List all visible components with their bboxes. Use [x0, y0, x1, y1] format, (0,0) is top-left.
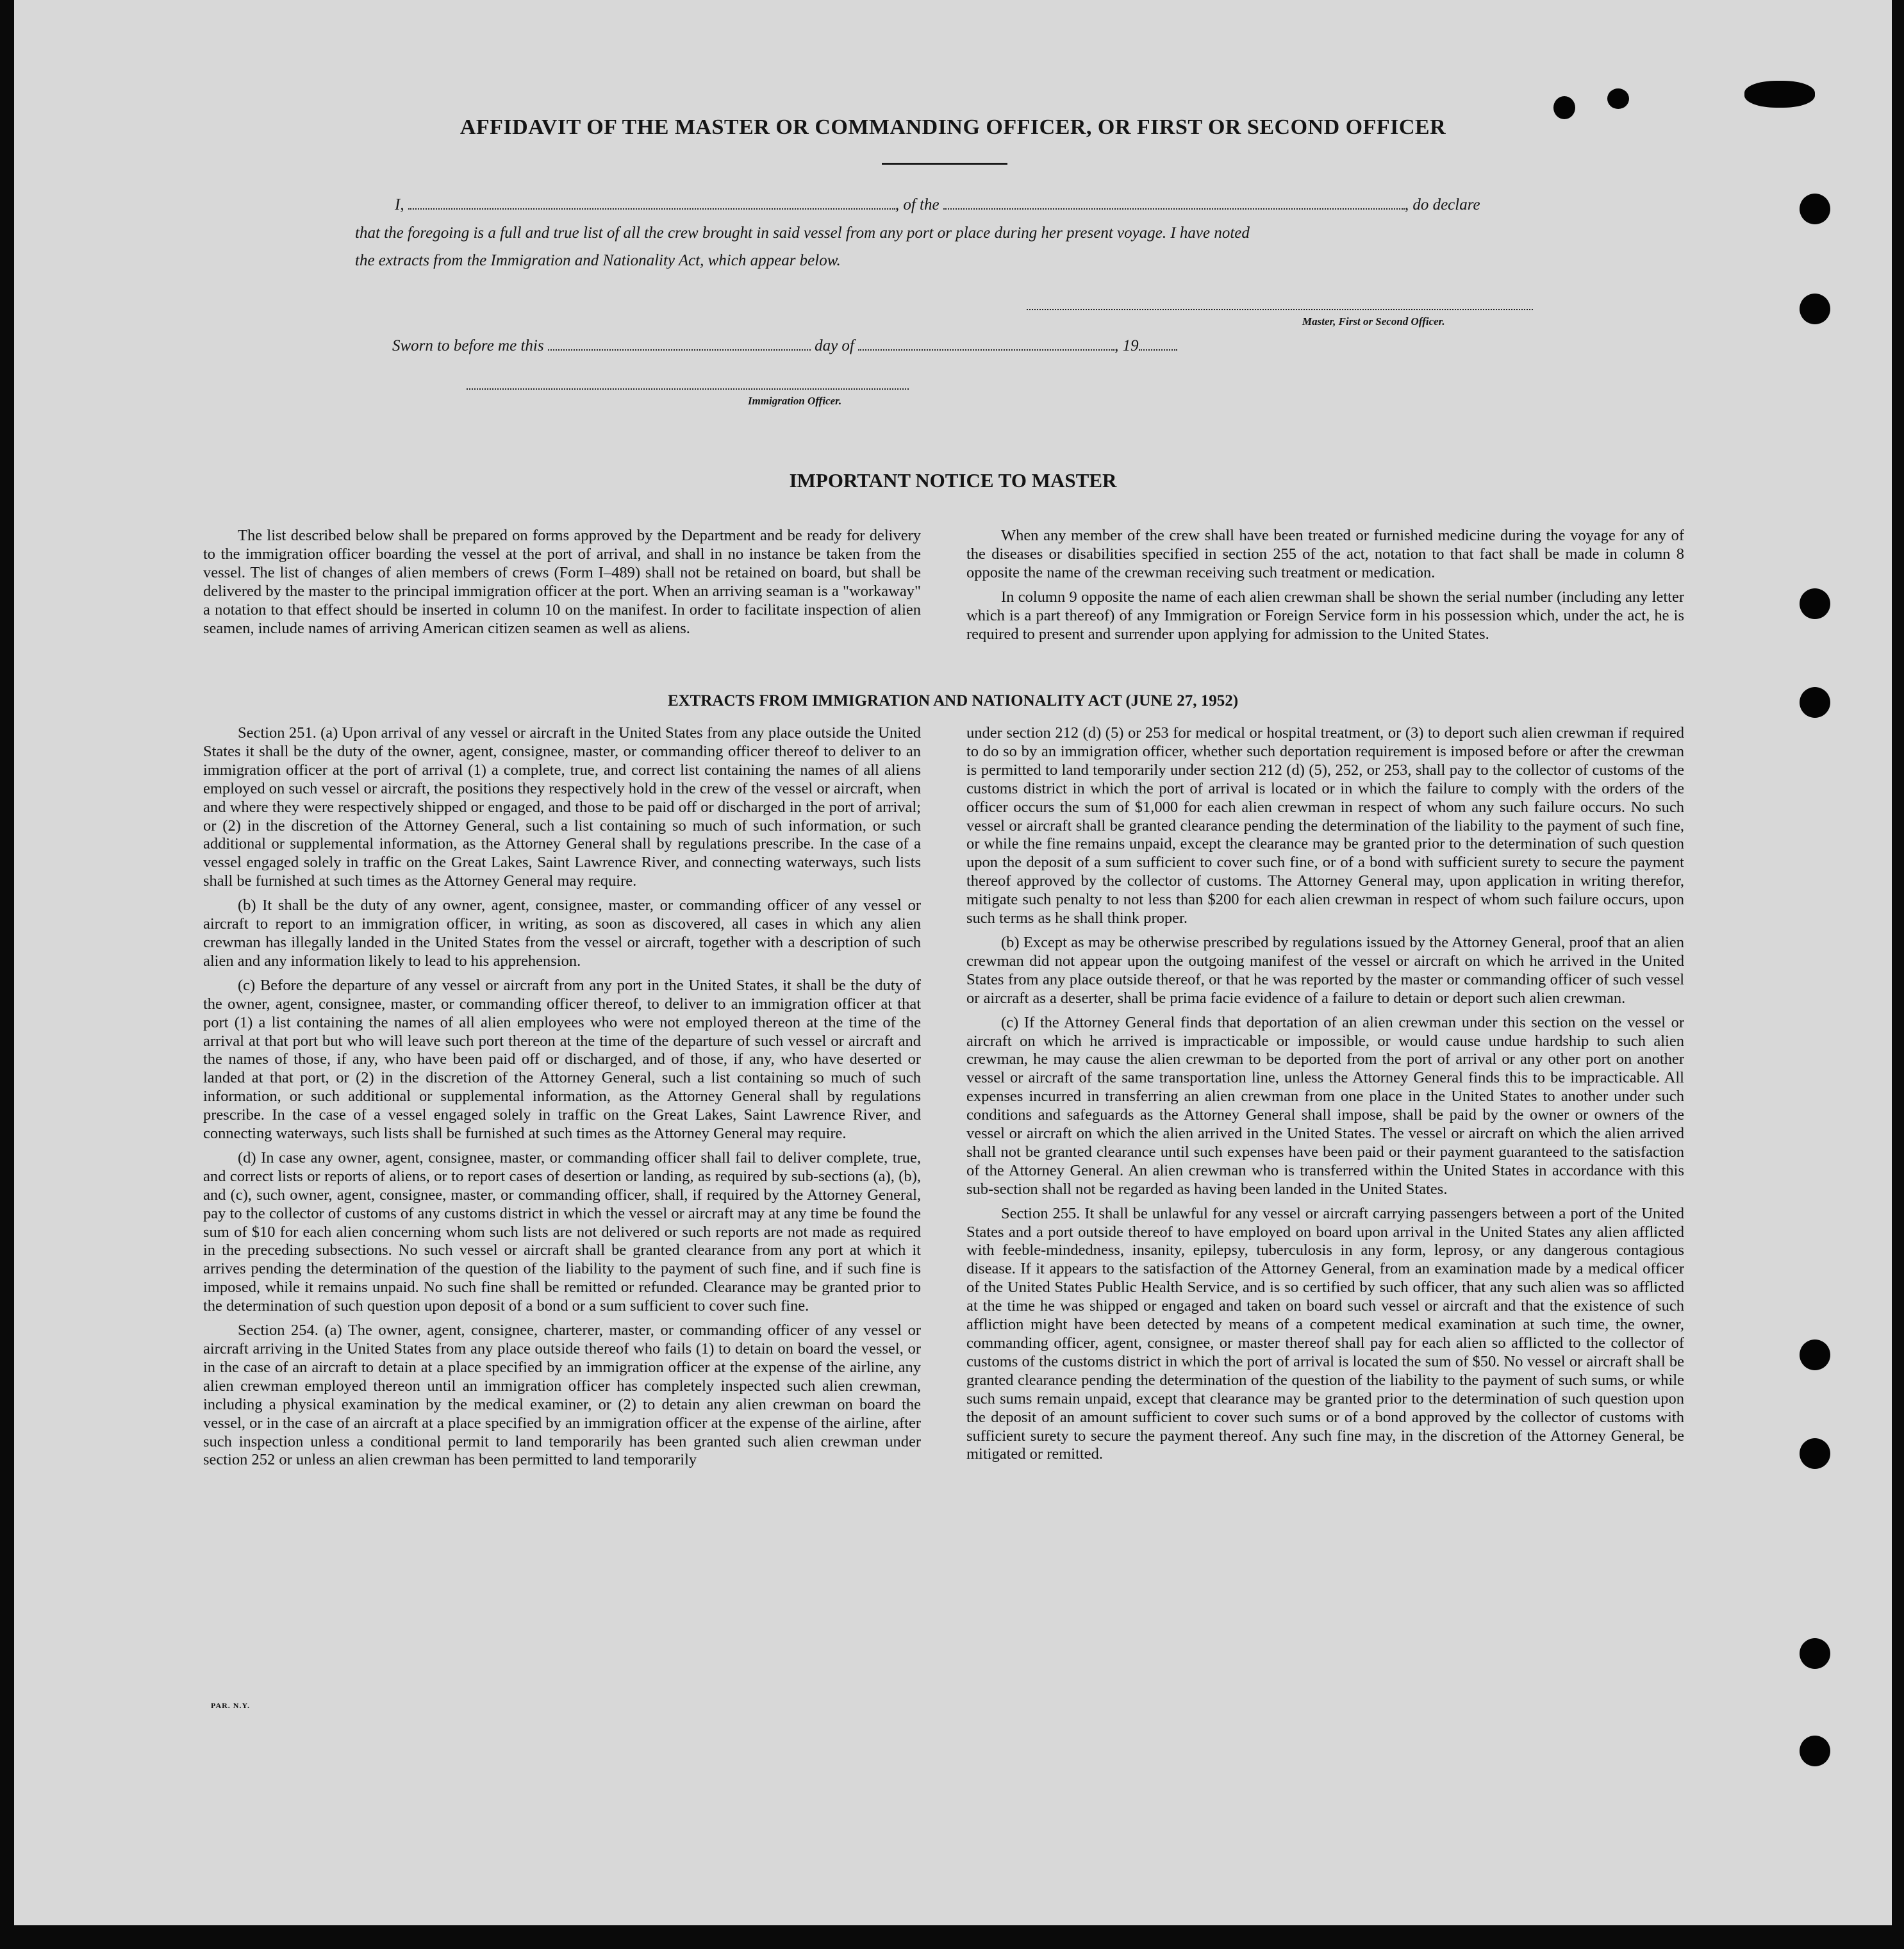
sworn-year-field[interactable] — [1139, 338, 1177, 351]
ink-blot — [1744, 81, 1815, 108]
sworn-day-field[interactable] — [548, 338, 811, 351]
master-signature-caption: Master, First or Second Officer. — [1302, 315, 1445, 328]
title-underline — [882, 163, 1007, 165]
binder-hole — [1800, 588, 1830, 619]
notice-title: IMPORTANT NOTICE TO MASTER — [789, 469, 1117, 492]
section-255: Section 255. It shall be unlawful for any vessel or aircraft carrying passengers between a port of the United States and a port outside thereof to have employed on board upon arrival in the United States any alien afflicted with feeble-mindedness, insanity, epilepsy, tuberculosis in any form, leprosy, or any dangerous contagious disease. If it appears to the satisfaction of the Attorney General, from an examination made by a medical officer of the United States Public Health Service, and is so certified by such officer, that any such alien was so afflicted at the time he was shipped or engaged and taken on board such vessel or aircraft and that the existence of such affliction might have been detected by means of a competent medical examination at such time, the owner, commanding officer, agent, consignee, or master thereof shall pay for each alien so afflicted to the collector of customs of the customs district in which the port of arrival is located the sum of $50. No vessel or aircraft shall be granted clearance pending the determination of the question of the liability to the payment of such sums, or while such sums remain unpaid, except that clearance may be granted prior to the determination of such question upon the deposit of an amount sufficient to cover such sums or of a bond approved by the collector of customs with sufficient surety to secure the payment thereof. Any such fine may, in the discretion of the Attorney General, be mitigated or remitted. — [966, 1204, 1684, 1463]
vessel-field[interactable] — [943, 197, 1405, 210]
of-the-label: , of the — [895, 196, 940, 213]
name-field[interactable] — [408, 197, 895, 210]
notice-paragraph: When any member of the crew shall have been treated or furnished medicine during the voyage for any of the diseases or disabilities specified in section 255 of the act, notation to that fact shall be made in column 8 opposite the name of the crewman receiving such treatment or medication. — [966, 527, 1684, 581]
ink-blot — [1607, 88, 1629, 109]
sworn-month-field[interactable] — [858, 338, 1114, 351]
do-declare-label: , do declare — [1404, 196, 1480, 213]
binder-hole — [1800, 1736, 1830, 1766]
section-254a: Section 254. (a) The owner, agent, consignee, charterer, master, or commanding officer of any vessel or aircraft arriving in the United States from any place outside thereof who fails (1) to detain on board the vessel, or in the case of an aircraft to detain at a place specified by an immigration officer at the expense of the airline, any alien crewman employed thereon until an immigration officer has completely inspected such alien crewman, including a physical examination by the medical examiner, or (2) to detain any alien crewman on board the vessel, or in the case of an aircraft at a place specified by an immigration officer at the expense of the airline, after such inspection unless a conditional permit to land temporarily has been granted such alien crewman under section 252 or unless an alien crewman has been permitted to land temporarily — [203, 1322, 921, 1469]
section-251a: Section 251. (a) Upon arrival of any vessel or aircraft in the United States from any place outside the United States it shall be the duty of the owner, agent, consignee, master, or commanding officer thereof to deliver to an immigration officer at the port of arrival (1) a complete, true, and correct list containing the names of all aliens employed on such vessel or aircraft, the positions they respectively hold in the crew of the vessel or aircraft, when and where they were respectively shipped or engaged, and those to be paid off or discharged in the port of arrival; or (2) in the discretion of the Attorney General, such a list containing so much of such information, or such additional or supplemental information, as the Attorney General shall by regulations prescribe. In the case of a vessel engaged solely in traffic on the Great Lakes, Saint Lawrence River, and connecting waterways, such lists shall be furnished at such times as the Attorney General may require. — [203, 724, 921, 890]
extracts-left-column — [203, 724, 921, 1475]
section-254b: (b) Except as may be otherwise prescribed by regulations issued by the Attorney General, proof that an alien crewman did not appear upon the outgoing manifest of the vessel or aircraft on which he arrived in the United States from any place outside thereof, or that he was reported by the master or commanding officer of such vessel or aircraft as a deserter, shall be prima facie evidence of a failure to detain or deport such alien crewman. — [966, 933, 1684, 1007]
declaration-text-1: that the foregoing is a full and true list of all the crew brought in said vessel from any port or place during her present voyage. I have noted — [355, 224, 1250, 242]
binder-hole — [1800, 1339, 1830, 1370]
printer-mark: PAR. N.Y. — [211, 1701, 251, 1710]
section-254a-continued: under section 212 (d) (5) or 253 for medical or hospital treatment, or (3) to deport such alien crewman if required to do so by an immigration officer, whether such deportation requirement is imposed before or after the crewman is permitted to land temporarily under section 212 (d) (5), 252, or 253, shall pay to the collector of customs of the customs district in which the port of arrival is located or in which the failure to comply with the orders of the officer occurs the sum of $1,000 for each alien crewman in respect of whom any such failure occurs. No such vessel or aircraft shall be granted clearance pending the determination of the liability to the payment of such fine, or while the fine remains unpaid, except the clearance may be granted prior to the determination of such question upon the deposit of a sum sufficient to cover such fine, or of a bond with sufficient surety to secure the payment thereof approved by the collector of customs. The Attorney General may, upon application in writing therefor, mitigate such penalty to not less than $200 for each alien crewman in respect of whom such failure occurs, upon such terms as he shall think proper. — [966, 724, 1684, 927]
master-signature-field[interactable] — [1027, 309, 1533, 310]
section-251c: (c) Before the departure of any vessel or aircraft from any port in the United States, it shall be the duty of the owner, agent, consignee, master, or commanding officer thereof, to deliver to an immigration officer at that port (1) a list containing the names of all alien employees who were not employed thereon at the time of the arrival at that port but who will leave such port thereon at the time of the departure of such vessel or aircraft and the names of those, if any, who have been paid off or discharged, and of those, if any, who have deserted or landed at that port, or (2) in the discretion of the Attorney General, such a list containing so much of such information, or such additional or supplemental information, as the Attorney General shall by regulations prescribe. In the case of a vessel engaged solely in traffic on the Great Lakes, Saint Lawrence River, and connecting waterways, such lists shall be furnished at such times as the Attorney General may require. — [203, 976, 921, 1143]
declaration-text-2: the extracts from the Immigration and Nationality Act, which appear below. — [355, 252, 841, 269]
notice-right-column — [966, 527, 1684, 649]
i-label: I, — [395, 196, 404, 213]
notice-paragraph: In column 9 opposite the name of each alien crewman shall be shown the serial number (including any letter which is a part thereof) of any Immigration or Foreign Service form in his possession which, under the act, he is required to present and surrender upon applying for admission to the United States. — [966, 588, 1684, 643]
section-251d: (d) In case any owner, agent, consignee, master, or commanding officer shall fail to deliver complete, true, and correct lists or reports of aliens, or to report cases of desertion or landing, as required by sub-sections (a), (b), and (c), such owner, agent, consignee, master, or commanding officer, shall, if required by the Attorney General, pay to the collector of customs of any customs district in which the vessel or aircraft may at any time be found the sum of $10 for each alien concerning whom such lists are not delivered or such reports are not made as required in the preceding subsections. No such vessel or aircraft shall be granted clearance from any port at which it arrives pending the determination of the question of the liability to the payment of such fine, and if such fine is imposed, while it remains unpaid. No such fine shall be remitted or refunded. Clearance may be granted prior to the determination of such question upon deposit of a bond or a sum sufficient to cover such fine. — [203, 1149, 921, 1315]
sworn-line — [392, 337, 1177, 355]
notice-paragraph: The list described below shall be prepared on forms approved by the Department and be ready for delivery to the immigration officer boarding the vessel at the port of arrival, and shall in no instance be taken from the vessel. The list of changes of alien members of crews (Form I–489) shall not be retained on board, but shall be delivered by the master to the principal immigration officer at the port. When an arriving seaman is a "workaway" a notation to that effect should be inserted in column 10 on the manifest. In order to facilitate inspection of alien seamen, include names of arriving American citizen seamen as well as aliens. — [203, 527, 921, 637]
section-251b: (b) It shall be the duty of any owner, agent, consignee, master, or commanding officer of any vessel or aircraft to report to an immigration officer, in writing, as soon as discovered, all cases in which any alien crewman has illegally landed in the United States from the vessel or aircraft, together with a description of such alien and any information likely to lead to his apprehension. — [203, 897, 921, 970]
year-label: , 19 — [1114, 337, 1139, 354]
binder-hole — [1800, 194, 1830, 224]
binder-hole — [1800, 294, 1830, 324]
binder-hole — [1800, 1438, 1830, 1469]
binder-hole — [1800, 1638, 1830, 1669]
extracts-right-column — [966, 724, 1684, 1470]
declaration-line — [395, 196, 1480, 214]
affidavit-title: AFFIDAVIT OF THE MASTER OR COMMANDING OFFICER, OR FIRST OR SECOND OFFICER — [459, 115, 1446, 139]
extracts-title: EXTRACTS FROM IMMIGRATION AND NATIONALITY ACT (JUNE 27, 1952) — [667, 692, 1239, 709]
immigration-officer-signature-field[interactable] — [467, 388, 909, 390]
sworn-label: Sworn to before me this — [392, 337, 544, 354]
notice-left-column — [203, 527, 921, 643]
immigration-officer-caption: Immigration Officer. — [748, 395, 842, 407]
form-page — [14, 0, 1892, 1925]
section-254c: (c) If the Attorney General finds that deportation of an alien crewman under this section on the vessel or aircraft on which he arrived is impracticable or impossible, or would cause undue hardship to such alien crewman, he may cause the alien crewman to be deported from the port of arrival or any other port on another vessel or aircraft of the same transportation line, unless the Attorney General finds this to be impracticable. All expenses incurred in transferring an alien crewman from one place in the United States to another under such conditions and safeguards as the Attorney General shall impose, shall be paid by the owner or owners of the vessel or aircraft on which the alien arrived in the United States. The vessel or aircraft on which the alien arrived shall not be granted clearance until such expenses have been paid or their payment guaranteed to the satisfaction of the Attorney General. An alien crewman who is transferred within the United States in accordance with this sub-section shall not be regarded as having been landed in the United States. — [966, 1013, 1684, 1198]
day-of-label: day of — [815, 337, 854, 354]
